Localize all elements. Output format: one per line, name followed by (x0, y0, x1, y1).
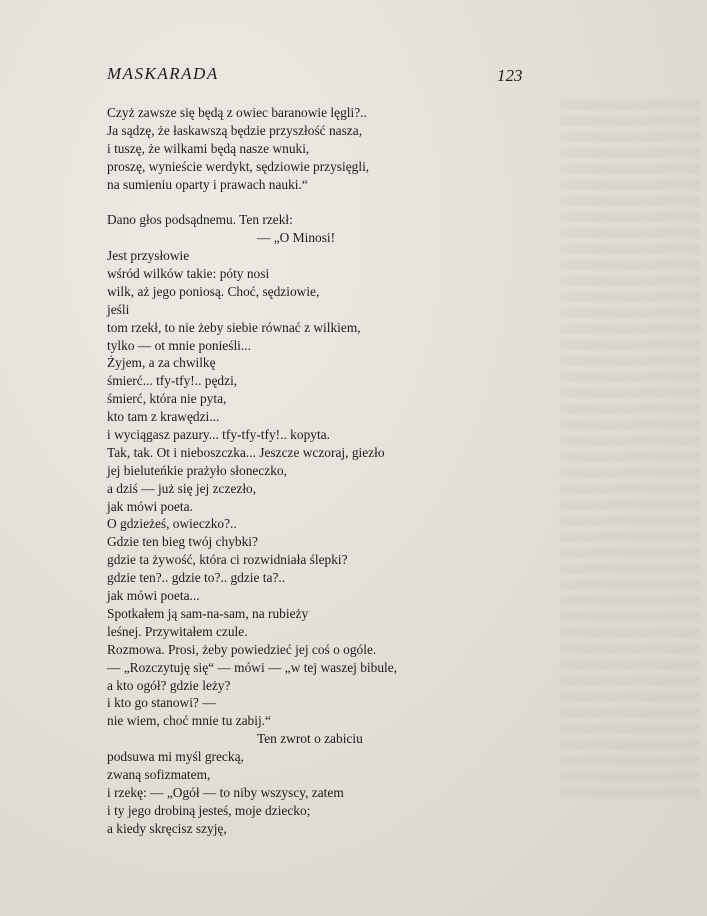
page-number: 123 (497, 66, 523, 85)
text-line: Dano głos podsądnemu. Ten rzekł: (107, 212, 293, 228)
text-line: jak mówi poeta... (107, 588, 200, 604)
text-line: Ten zwrot o zabiciu (257, 731, 363, 747)
text-line: Rozmowa. Prosi, żeby powiedzieć jej coś o ogóle. (107, 641, 377, 657)
text-line: a kto ogół? gdzie leży? (107, 677, 231, 693)
text-line: śmierć, która nie pyta, (107, 391, 227, 407)
show-through-text (560, 100, 700, 800)
text-line: tylko — ot mnie ponieśli... (107, 337, 251, 353)
text-line: gdzie ten?.. gdzie to?.. gdzie ta?.. (107, 570, 286, 586)
text-line: a kiedy skręcisz szyję, (107, 820, 227, 836)
text-line: jeśli (107, 301, 130, 317)
text-line: wilk, aż jego poniosą. Choć, sędziowie, (107, 283, 320, 299)
text-line: — „Rozczytuję się“ — mówi — „w tej waszej bibule, (107, 659, 398, 675)
poem-text (107, 104, 507, 838)
text-line: Ja sądzę, że łaskawszą będzie przyszłość nasza, (107, 122, 363, 138)
text-line: Gdzie ten bieg twój chybki? (107, 534, 258, 550)
text-line: Jest przysłowie (107, 248, 190, 264)
text-line: wśród wilków takie: póty nosi (107, 266, 270, 282)
text-line: jak mówi poeta. (107, 498, 193, 514)
text-line: nie wiem, choć mnie tu zabij.“ (107, 713, 271, 729)
text-line: a dziś — już się jej zczezło, (107, 480, 257, 496)
text-line: kto tam z krawędzi... (107, 409, 220, 425)
text-line: i tuszę, że wilkami będą nasze wnuki, (107, 140, 310, 156)
text-line: O gdzieżeś, owieczko?.. (107, 516, 237, 532)
text-line: Spotkałem ją sam-na-sam, na rubieży (107, 605, 309, 621)
text-line: proszę, wynieście werdykt, sędziowie przysięgli, (107, 158, 370, 174)
text-line: podsuwa mi myśl grecką, (107, 749, 244, 765)
text-line: na sumieniu oparty i prawach nauki.“ (107, 176, 308, 192)
text-line: zwaną sofizmatem, (107, 766, 211, 782)
text-line: jej bieluteńkie prażyło słoneczko, (107, 462, 287, 478)
text-line: śmierć... tfy-tfy!.. pędzi, (107, 373, 238, 389)
text-line: leśnej. Przywitałem czule. (107, 623, 248, 639)
text-line: i wyciągasz pazury... tfy-tfy-tfy!.. kopyta. (107, 427, 330, 443)
text-line: i ty jego drobiną jesteś, moje dziecko; (107, 802, 311, 818)
text-line: Żyjem, a za chwilkę (107, 355, 216, 371)
text-line: i kto go stanowi? — (107, 695, 216, 711)
text-line: tom rzekł, to nie żeby siebie równać z wilkiem, (107, 319, 361, 335)
text-line: — „O Minosi! (257, 230, 336, 246)
running-header-title: MASKARADA (107, 64, 219, 83)
text-line: i rzekę: — „Ogół — to niby wszyscy, zatem (107, 784, 344, 800)
text-line: Tak, tak. Ot i nieboszczka... Jeszcze wczoraj, giezło (107, 444, 385, 460)
text-line: gdzie ta żywość, która ci rozwidniała ślepki? (107, 552, 348, 568)
stanza-break (107, 193, 507, 211)
text-line: Czyż zawsze się będą z owiec baranowie lęgli?.. (107, 105, 367, 120)
